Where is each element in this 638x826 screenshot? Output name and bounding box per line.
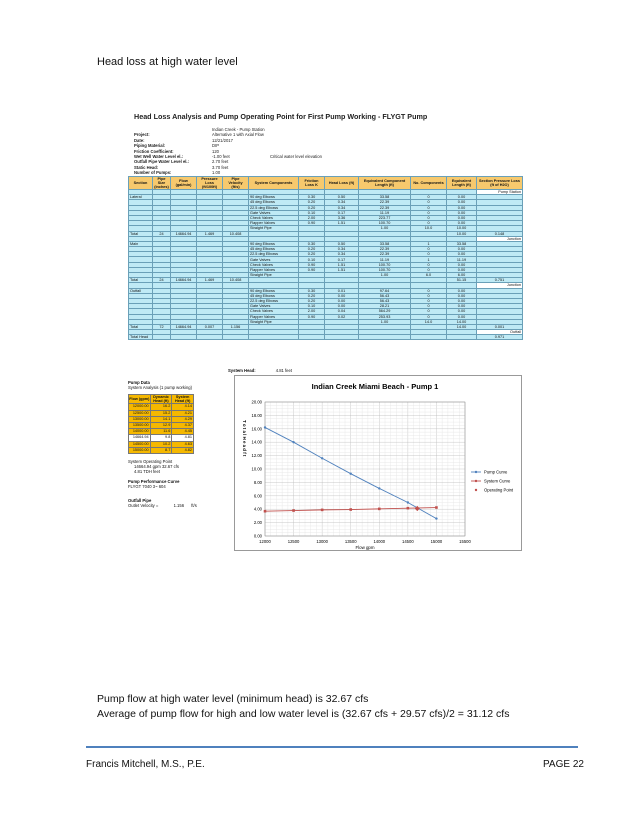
table-cell: 0.00 (325, 293, 359, 298)
paragraph-line-1: Pump flow at high water level (minimum head) is 32.67 cfs (97, 693, 369, 705)
table-cell: Flapper Valves (249, 314, 299, 319)
pump-table-cell: 11.6 (150, 429, 172, 435)
pump-curve-point (321, 457, 323, 459)
table-cell: 24 (153, 231, 171, 236)
pump-table-row (129, 447, 194, 453)
y-tick-label: 4.00 (253, 506, 262, 512)
footer-author: Francis Mitchell, M.S., P.E. (86, 759, 205, 770)
pump-table-cell: 4.21 (172, 410, 194, 416)
meta-value: Indian Creek - Pump Station Alternative 1 with Axial Flow (212, 127, 265, 138)
table-cell: 1.469 (197, 231, 223, 236)
table-cell: 0.00 (325, 304, 359, 309)
pump-table-cell: 12500.00 (129, 410, 151, 416)
table-cell: 0 (411, 200, 447, 205)
table-cell: 33.58 (359, 195, 411, 200)
table-cell: Total (129, 278, 153, 283)
table-cell: 22.39 (359, 247, 411, 252)
table-cell: 0.00 (447, 221, 477, 226)
table-cell: 90 deg Elbows (249, 241, 299, 246)
table-cell: Total Head (129, 335, 153, 340)
pump-table-cell: 4.63 (172, 441, 194, 447)
chart-title: Indian Creek Miami Beach - Pump 1 (311, 382, 439, 391)
x-tick-label: 14500 (402, 539, 414, 544)
outfall-pipe-title: Outfall Pipe (128, 498, 152, 504)
meta-key: Date: (134, 137, 145, 143)
table-cell: 0.10 (299, 304, 325, 309)
column-header: Pipe Size (inches) (154, 177, 169, 189)
table-cell: 1.156 (223, 324, 249, 329)
table-cell: 0.20 (299, 200, 325, 205)
table-cell: 0.30 (299, 241, 325, 246)
table-cell: 0.90 (299, 314, 325, 319)
table-cell: 0 (411, 298, 447, 303)
pump-table-cell: 4.45 (172, 429, 194, 435)
table-cell: 10.00 (447, 226, 477, 231)
system-head-value: 4.81 feet (275, 368, 293, 373)
y-tick-label: 8.00 (253, 479, 262, 485)
pump-curve-model: FLYGT 7040 3~ 604 (128, 483, 166, 489)
outlet-velocity-value: 1.156 (173, 503, 185, 509)
table-cell: 0.971 (477, 335, 523, 340)
table-cell: 1.469 (197, 278, 223, 283)
table-cell: 0.34 (325, 252, 359, 257)
pump-table-cell: 12000.00 (129, 404, 151, 410)
conclusion-paragraph (97, 692, 509, 722)
table-cell: 11.19 (447, 257, 477, 262)
table-cell: 0.00 (447, 215, 477, 220)
pump-table-cell: 15000.00 (129, 447, 151, 453)
y-tick-label: 16.00 (251, 426, 262, 432)
meta-row (134, 127, 322, 138)
table-cell: 3.36 (325, 215, 359, 220)
system-curve-point (321, 509, 324, 512)
table-cell: 0.00 (447, 309, 477, 314)
table-cell: 0.30 (299, 288, 325, 293)
table-cell: Flapper Valves (249, 221, 299, 226)
pump-table-cell: 4.82 (172, 447, 194, 453)
pump-column-header: System Head (ft) (172, 395, 194, 404)
column-header: Pressure Loss (ft/100ft) (197, 177, 223, 190)
x-axis-label: Flow gpm (355, 545, 375, 550)
table-cell (325, 335, 359, 340)
table-cell: 0.30 (299, 195, 325, 200)
system-curve-point (378, 508, 381, 511)
y-tick-label: 12.00 (251, 453, 262, 459)
outlet-velocity-label: Outlet Velocity = (128, 503, 159, 509)
x-tick-label: 13000 (316, 539, 328, 544)
table-cell: 56.43 (359, 298, 411, 303)
table-cell: 1 (411, 241, 447, 246)
column-header: Section (129, 177, 153, 190)
table-cell: Check Valves (249, 262, 299, 267)
table-cell: 1.51 (325, 221, 359, 226)
table-cell: 1.51 (325, 267, 359, 272)
table-cell: 0.00 (447, 210, 477, 215)
x-tick-label: 12000 (259, 539, 271, 544)
meta-key: Wet Well Water Level el.: (134, 154, 184, 160)
table-cell: 6.00 (447, 273, 477, 278)
system-head (228, 368, 292, 373)
table-cell: Check Valves (249, 309, 299, 314)
table-cell: 6.0 (411, 273, 447, 278)
table-cell: 0.00 (447, 304, 477, 309)
table-cell: 0.00 (447, 200, 477, 205)
table-cell (223, 335, 249, 340)
pump-curve-point (264, 426, 266, 428)
column-header: Pipe Velocity (ft/s) (223, 177, 249, 190)
outlet-velocity-unit: ft/s (191, 503, 197, 509)
table-cell: Total (129, 324, 153, 329)
x-tick-label: 12500 (287, 539, 300, 544)
table-cell: 0.17 (325, 210, 359, 215)
table-cell: 0 (411, 314, 447, 319)
table-cell: 0.751 (477, 278, 523, 283)
x-tick-label: 14000 (373, 539, 386, 544)
table-cell: Gate Valves (249, 257, 299, 262)
pump-curve-point (350, 472, 352, 474)
y-tick-label: 2.00 (253, 520, 262, 526)
legend-marker (475, 480, 477, 482)
legend-label: Pump Curve (484, 469, 508, 475)
table-cell: 1.00 (359, 226, 411, 231)
table-cell: 0.34 (325, 205, 359, 210)
legend-label: Operating Point (484, 487, 514, 493)
table-cell: 0.90 (299, 267, 325, 272)
pump-table-cell: 4.37 (172, 423, 194, 429)
table-cell: Lateral (129, 195, 153, 200)
table-cell: 223.77 (359, 215, 411, 220)
table-cell: 14.0 (411, 319, 447, 324)
table-cell: 0.00 (325, 298, 359, 303)
x-tick-label: 15500 (459, 539, 471, 544)
project-meta (134, 127, 322, 176)
table-cell: 0.90 (299, 262, 325, 267)
table-cell: 45 deg Elbows (249, 200, 299, 205)
table-cell: 24 (153, 278, 171, 283)
table-cell: 0 (411, 293, 447, 298)
table-cell: 2.00 (299, 215, 325, 220)
table-cell: 33.58 (447, 241, 477, 246)
column-header: Flow (gal/min) (171, 177, 197, 190)
table-cell: 2.00 (299, 309, 325, 314)
table-cell: 10.408 (223, 278, 249, 283)
x-tick-label: 15000 (430, 539, 443, 544)
y-axis-label: T o t a l H e a d f t (242, 420, 247, 457)
pump-data-subtitle: System Analysis (1 pump working) (128, 385, 192, 391)
pump-table-cell: 4.14 (172, 404, 194, 410)
table-cell: 0.34 (325, 200, 359, 205)
table-cell: 0 (411, 205, 447, 210)
pump-curve-point (292, 441, 294, 443)
y-tick-label: 6.00 (253, 493, 262, 499)
pump-column-header: Flow (gpm) (129, 395, 151, 404)
table-cell: 0.90 (299, 221, 325, 226)
pump-table-cell: 9.8 (150, 435, 172, 441)
table-cell: 90 deg Elbows (249, 195, 299, 200)
pump-table-cell: 14500.00 (129, 441, 151, 447)
table-cell (359, 335, 411, 340)
operating-point-title: System Operating Point (128, 459, 173, 465)
table-cell: 0 (411, 267, 447, 272)
table-cell: Gate Valves (249, 210, 299, 215)
table-cell: 0.00 (447, 298, 477, 303)
meta-value: 12/21/2017 (212, 137, 233, 143)
table-cell: 0 (411, 215, 447, 220)
meta-value: 3.70 feet (212, 164, 229, 170)
table-cell (299, 335, 325, 340)
table-cell: 0.50 (325, 241, 359, 246)
table-cell: 100.70 (359, 267, 411, 272)
table-cell: 0 (411, 262, 447, 267)
table-cell: 14664.94 (171, 278, 197, 283)
footer-rule (86, 746, 578, 748)
table-cell: Outfall (129, 288, 153, 293)
table-cell: 22.39 (359, 205, 411, 210)
pump-table-cell: 4.29 (172, 416, 194, 422)
table-cell: 0.20 (299, 298, 325, 303)
table-cell: 10.408 (223, 231, 249, 236)
table-cell: 10.0 (411, 226, 447, 231)
table-cell: 22.39 (359, 252, 411, 257)
pump-table-cell: 15.2 (150, 410, 172, 416)
table-cell: 33.58 (359, 241, 411, 246)
table-cell (197, 335, 223, 340)
table-cell: 0.00 (447, 288, 477, 293)
table-cell: Outfall (477, 330, 523, 335)
pump-data-table (128, 394, 194, 454)
table-cell: 51.15 (447, 278, 477, 283)
table-cell: Total (129, 231, 153, 236)
table-cell: 0.00 (447, 293, 477, 298)
system-curve-point (349, 508, 352, 511)
table-cell: Straight Pipe (249, 226, 299, 231)
table-cell: 0.20 (299, 293, 325, 298)
table-cell: 0.04 (325, 309, 359, 314)
table-cell: 0.00 (447, 252, 477, 257)
footer-page-number: PAGE 22 (543, 759, 584, 770)
table-cell: Check Valves (249, 215, 299, 220)
meta-key: Outfall Pipe Water Level el.: (134, 159, 189, 165)
pump-table-cell: 4.81 (172, 435, 194, 441)
table-cell: 0.34 (325, 247, 359, 252)
table-cell (171, 335, 197, 340)
system-curve-point (264, 510, 267, 513)
system-curve-point (292, 509, 295, 512)
table-cell (153, 335, 171, 340)
table-cell: 0.00 (447, 247, 477, 252)
table-cell: 97.64 (359, 288, 411, 293)
table-cell: 0 (411, 304, 447, 309)
table-cell: 28.21 (359, 304, 411, 309)
table-row (129, 335, 523, 340)
table-cell: 0.02 (325, 314, 359, 319)
y-tick-label: 20.00 (251, 399, 262, 405)
table-cell: 0.10 (299, 210, 325, 215)
table-cell: 0.148 (477, 231, 523, 236)
page-heading: Head loss at high water level (97, 56, 238, 68)
pump-table-cell: 12.9 (150, 423, 172, 429)
pump-curve-point (407, 501, 409, 503)
table-cell: 1.00 (359, 319, 411, 324)
pump-data-panel (128, 380, 232, 508)
table-cell: 1 (411, 257, 447, 262)
meta-key: Friction Coefficient: (134, 148, 174, 154)
table-cell: 0.00 (447, 267, 477, 272)
table-cell: 0 (411, 247, 447, 252)
y-tick-label: 10.00 (251, 466, 262, 472)
table-cell: 564.29 (359, 309, 411, 314)
operating-point-head: 4.81 TDH feet (134, 469, 160, 475)
meta-row (134, 170, 322, 175)
table-cell: 100.70 (359, 262, 411, 267)
table-cell: 0 (411, 221, 447, 226)
meta-key: Piping Material: (134, 143, 166, 149)
meta-note: Critical water level elevation (270, 154, 322, 160)
column-header: Equivalent Length (ft) (447, 177, 477, 190)
table-cell: Flapper Valves (249, 267, 299, 272)
table-cell: 0.001 (477, 324, 523, 329)
table-cell: 0 (411, 309, 447, 314)
system-head-label: System Head: (228, 368, 256, 373)
table-cell: 22.5 deg Elbows (249, 298, 299, 303)
table-cell: 0 (411, 195, 447, 200)
column-header: No. Components (411, 177, 447, 190)
table-cell: 1.00 (359, 273, 411, 278)
head-loss-table (128, 176, 523, 340)
y-tick-label: 14.00 (251, 439, 262, 445)
table-cell: 14664.94 (171, 231, 197, 236)
pump-table-cell: 10.2 (150, 441, 172, 447)
table-cell: 0.00 (447, 262, 477, 267)
table-cell: 100.70 (359, 221, 411, 226)
pump-table-cell: 13000.00 (129, 416, 151, 422)
table-cell: Junction (477, 283, 523, 288)
pump-data-title: Pump Data (128, 380, 150, 385)
meta-value: -1.00 feet (212, 154, 230, 160)
table-cell (411, 335, 447, 340)
system-curve-point (407, 507, 410, 510)
table-cell: 0.00 (447, 195, 477, 200)
table-cell: Junction (477, 236, 523, 241)
table-cell: Main (129, 241, 153, 246)
sheet-title: Head Loss Analysis and Pump Operating Point for First Pump Working - FLYGT Pump (134, 112, 428, 121)
legend-label: System Curve (484, 478, 511, 484)
table-cell: 0 (411, 210, 447, 215)
table-cell: 0.00 (447, 205, 477, 210)
table-cell: 0.20 (299, 205, 325, 210)
system-curve-point (435, 506, 438, 509)
pump-chart (234, 375, 522, 551)
meta-key: Static Head: (134, 164, 159, 170)
table-cell: Pump Station (477, 190, 523, 195)
table-cell: 0.10 (299, 257, 325, 262)
table-cell: 72 (153, 324, 171, 329)
column-header: System Components (249, 177, 299, 190)
table-cell: 0.20 (299, 252, 325, 257)
pump-table-cell: 14000.00 (129, 429, 151, 435)
table-cell: 22.5 deg Elbows (249, 205, 299, 210)
table-cell: 10.00 (447, 231, 477, 236)
table-cell: 0.00 (447, 314, 477, 319)
table-cell: 0.17 (325, 257, 359, 262)
y-tick-label: 0.00 (253, 533, 262, 539)
table-cell: 0.50 (325, 195, 359, 200)
table-cell: 0.007 (197, 324, 223, 329)
pump-table-cell: 13500.00 (129, 423, 151, 429)
pump-curve-point (378, 487, 380, 489)
table-cell: 45 deg Elbows (249, 293, 299, 298)
table-cell: 45 deg Elbows (249, 247, 299, 252)
pump-column-header: Dynamic Head (ft) (150, 395, 172, 404)
table-cell: 14.00 (447, 319, 477, 324)
meta-key: Project: (134, 132, 150, 138)
pump-table-cell: 14664.94 (129, 435, 151, 441)
meta-value: 1.00 (212, 170, 221, 176)
spreadsheet-figure (124, 100, 524, 552)
table-cell: 11.19 (359, 210, 411, 215)
meta-value: DIP (212, 143, 219, 149)
table-cell: 253.93 (359, 314, 411, 319)
operating-point-flow: 14664.94 gpm 32.67 cfs (134, 464, 179, 470)
paragraph-line-2: Average of pump flow for high and low water level is (32.67 cfs + 29.57 cfs)/2 = 31.12 cfs (97, 708, 510, 720)
column-header: Section Pressure Loss (ft of H2O) (477, 177, 523, 190)
table-cell: 0.01 (325, 288, 359, 293)
x-tick-label: 13500 (344, 539, 357, 544)
legend-marker (475, 489, 477, 491)
table-cell: 22.39 (359, 200, 411, 205)
column-header: Friction Loss K (299, 177, 325, 190)
legend-marker (475, 471, 477, 473)
y-tick-label: 18.00 (251, 412, 262, 418)
table-cell: 14664.94 (171, 324, 197, 329)
table-cell: Gate Valves (249, 304, 299, 309)
pump-table-cell: 16.2 (150, 404, 172, 410)
pump-table-cell: 14.1 (150, 416, 172, 422)
table-cell (249, 335, 299, 340)
pump-table-cell: 8.7 (150, 447, 172, 453)
table-cell: Straight Pipe (249, 319, 299, 324)
pump-chart-svg (235, 376, 521, 550)
table-cell: 11.19 (359, 257, 411, 262)
table-cell: 0 (411, 252, 447, 257)
table-cell: 90 deg Elbows (249, 288, 299, 293)
meta-value: 120 (212, 148, 219, 154)
column-header: Head Loss (ft) (325, 177, 359, 190)
table-cell: 14.00 (447, 324, 477, 329)
pump-curve-title: Pump Performance Curve (128, 478, 180, 484)
table-cell (447, 335, 477, 340)
column-header: Equivalent Component Length (ft) (359, 177, 411, 190)
table-cell: 0 (411, 288, 447, 293)
table-cell: 0.20 (299, 247, 325, 252)
meta-key: Number of Pumps: (134, 170, 172, 176)
table-cell: 22.5 deg Elbows (249, 252, 299, 257)
table-cell: 56.43 (359, 293, 411, 298)
table-cell: Straight Pipe (249, 273, 299, 278)
meta-value: 2.70 feet (212, 159, 229, 165)
table-cell: 1.51 (325, 262, 359, 267)
pump-curve-point (435, 517, 437, 519)
